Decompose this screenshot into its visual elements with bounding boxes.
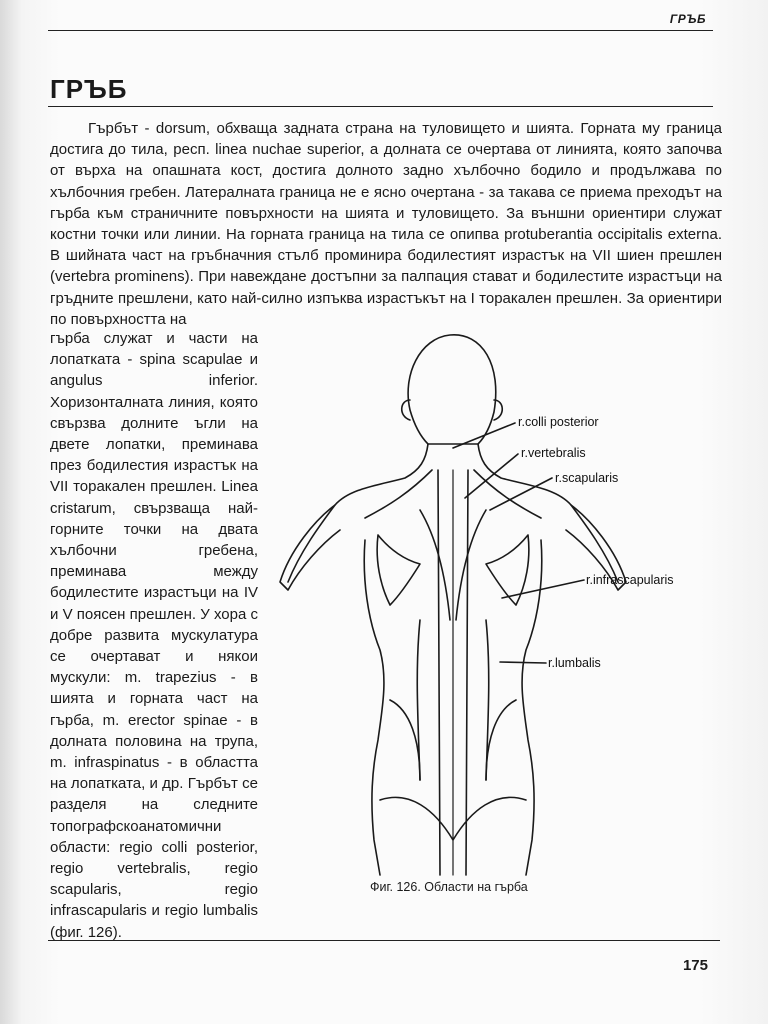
title-rule — [48, 106, 713, 107]
label-colli-posterior: r.colli posterior — [518, 415, 599, 429]
page-number: 175 — [682, 957, 708, 974]
label-infrascapularis: r.infrascapularis — [586, 573, 674, 587]
figure-caption: Фиг. 126. Области на гърба — [370, 880, 528, 894]
left-arm — [280, 505, 340, 590]
left-scapula — [377, 535, 420, 605]
leader-vertebralis — [465, 454, 518, 498]
body-paragraph: Гърбът - dorsum, обхваща задната страна на туловището и шията. Горната му граница достига до тила, респ. linea nuchae superior, а долната се очертава от линията, която започва от върха на опашната кост, достига долното задно хълбочно бодило и продължава по хълбочния гребен. Латералната граница не е ясно очертана - за такава се приема преходът на гърба към страничните повърхности на шията и туловището. За външни ориентири служат костни точки или линии. На горната граница на тила се опипва protuberantia occipitalis externa. В шийната част на гръбначния стълб проминира бодилестият израстък на VII шиен прешлен (vertebra prominens). При навеждане достъпни за палпация стават и бодилестите израстъци на гръдните прешлени, като най-силно изпъква израстъкът на I торакален прешлен. За ориентири по повърхността на — [50, 120, 722, 328]
running-head: ГРЪБ — [669, 12, 706, 26]
back-regions-figure — [270, 320, 720, 880]
section-title: ГРЪБ — [50, 74, 128, 104]
label-scapularis: r.scapularis — [555, 471, 619, 485]
column-paragraph: гърба служат и части на лопатката - spina scapulae и angulus inferior. Хоризонталната линия, която свързва долните ъгли на двете лопатки, преминава през бодилестия израстък на VII торакален прешлен. Linea cristarum, свързваща най-горните точки на двата хълбочни гребена, преминава между бодилестите израстъци на IV и V поясен прешлен. У хора с добре развита мускулатура се очертават и някои мускули: m. trapezius - в шията и горната част на гърба, m. erector spinae - в долната половина на трупа, m. infraspinatus - в областта на лопатката, и др. Гърбът се разделя на следните топографскоанатомични области: regio colli posterior, regio vertebralis, regio scapularis, regio infrascapularis и regio lumbalis (фиг. 126). — [50, 330, 258, 941]
head-outline — [408, 335, 496, 444]
bottom-rule — [48, 940, 720, 941]
label-lumbalis: r.lumbalis — [548, 656, 601, 670]
leader-lumbalis — [500, 662, 546, 663]
leader-colli — [453, 423, 515, 448]
label-vertebralis: r.vertebralis — [521, 446, 586, 460]
right-scapula — [486, 535, 529, 605]
top-rule — [48, 30, 713, 31]
leader-infrascapularis — [502, 580, 584, 598]
